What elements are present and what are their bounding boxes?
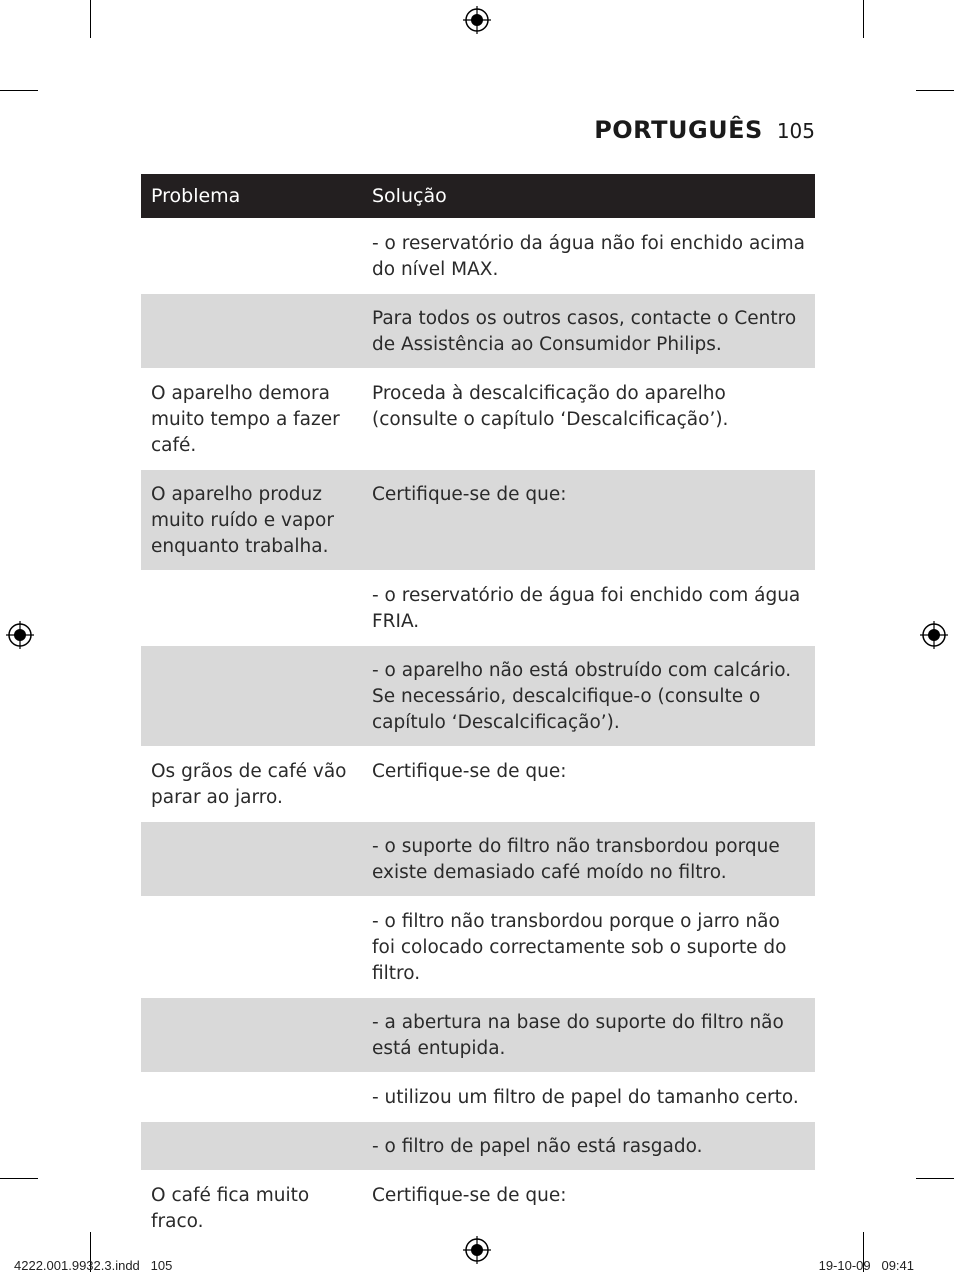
language-title: PORTUGUÊS <box>594 116 763 144</box>
problem-cell <box>141 571 362 646</box>
solution-cell: - o aparelho não está obstruído com calcário. Se necessário, descalcifique-o (consulte o capítulo ‘Descalcificação’). <box>362 646 815 747</box>
problem-cell <box>141 998 362 1073</box>
troubleshooting-table <box>141 174 815 1245</box>
problem-cell: O aparelho produz muito ruído e vapor enquanto trabalha. <box>141 470 362 571</box>
column-header-solution: Solução <box>362 174 815 219</box>
table-row <box>141 747 815 822</box>
table-row <box>141 369 815 470</box>
solution-cell: - o filtro de papel não está rasgado. <box>362 1122 815 1171</box>
crop-mark <box>916 1178 954 1179</box>
solution-cell: - o filtro não transbordou porque o jarro não foi colocado correctamente sob o suporte do filtro. <box>362 897 815 998</box>
solution-cell: - o reservatório de água foi enchido com água FRIA. <box>362 571 815 646</box>
crop-mark <box>863 0 864 38</box>
solution-cell: - a abertura na base do suporte do filtro não está entupida. <box>362 998 815 1073</box>
table-body <box>141 219 815 1246</box>
problem-cell <box>141 897 362 998</box>
table-header-row <box>141 174 815 219</box>
page-header <box>594 116 815 144</box>
table-row <box>141 1171 815 1246</box>
table-row <box>141 998 815 1073</box>
problem-cell: O aparelho demora muito tempo a fazer café. <box>141 369 362 470</box>
crop-mark <box>0 90 38 91</box>
footer-file-info: 4222.001.9932.3.indd 105 <box>14 1258 173 1273</box>
problem-cell <box>141 294 362 369</box>
solution-cell: Proceda à descalcificação do aparelho (consulte o capítulo ‘Descalcificação’). <box>362 369 815 470</box>
page-number: 105 <box>776 119 815 143</box>
table-row <box>141 470 815 571</box>
problem-cell <box>141 1122 362 1171</box>
table-row <box>141 1073 815 1122</box>
solution-cell: - utilizou um filtro de papel do tamanho certo. <box>362 1073 815 1122</box>
table-row <box>141 219 815 294</box>
registration-mark-icon <box>463 6 491 34</box>
problem-cell <box>141 1073 362 1122</box>
crop-mark <box>90 0 91 38</box>
problem-cell <box>141 219 362 294</box>
table-row <box>141 646 815 747</box>
footer-date: 19-10-09 09:41 <box>818 1258 914 1273</box>
registration-mark-icon <box>6 621 34 649</box>
problem-cell <box>141 646 362 747</box>
table-row <box>141 1122 815 1171</box>
solution-cell: Certifique-se de que: <box>362 1171 815 1246</box>
crop-mark <box>0 1178 38 1179</box>
problem-cell <box>141 822 362 897</box>
solution-cell: Para todos os outros casos, contacte o Centro de Assistência ao Consumidor Philips. <box>362 294 815 369</box>
crop-mark <box>916 90 954 91</box>
registration-mark-icon <box>920 621 948 649</box>
problem-cell: O café fica muito fraco. <box>141 1171 362 1246</box>
solution-cell: Certifique-se de que: <box>362 470 815 571</box>
table-row <box>141 571 815 646</box>
table-row <box>141 822 815 897</box>
solution-cell: - o suporte do filtro não transbordou porque existe demasiado café moído no filtro. <box>362 822 815 897</box>
table-row <box>141 294 815 369</box>
solution-cell: Certifique-se de que: <box>362 747 815 822</box>
solution-cell: - o reservatório da água não foi enchido acima do nível MAX. <box>362 219 815 294</box>
table-row <box>141 897 815 998</box>
column-header-problem: Problema <box>141 174 362 219</box>
problem-cell: Os grãos de café vão parar ao jarro. <box>141 747 362 822</box>
